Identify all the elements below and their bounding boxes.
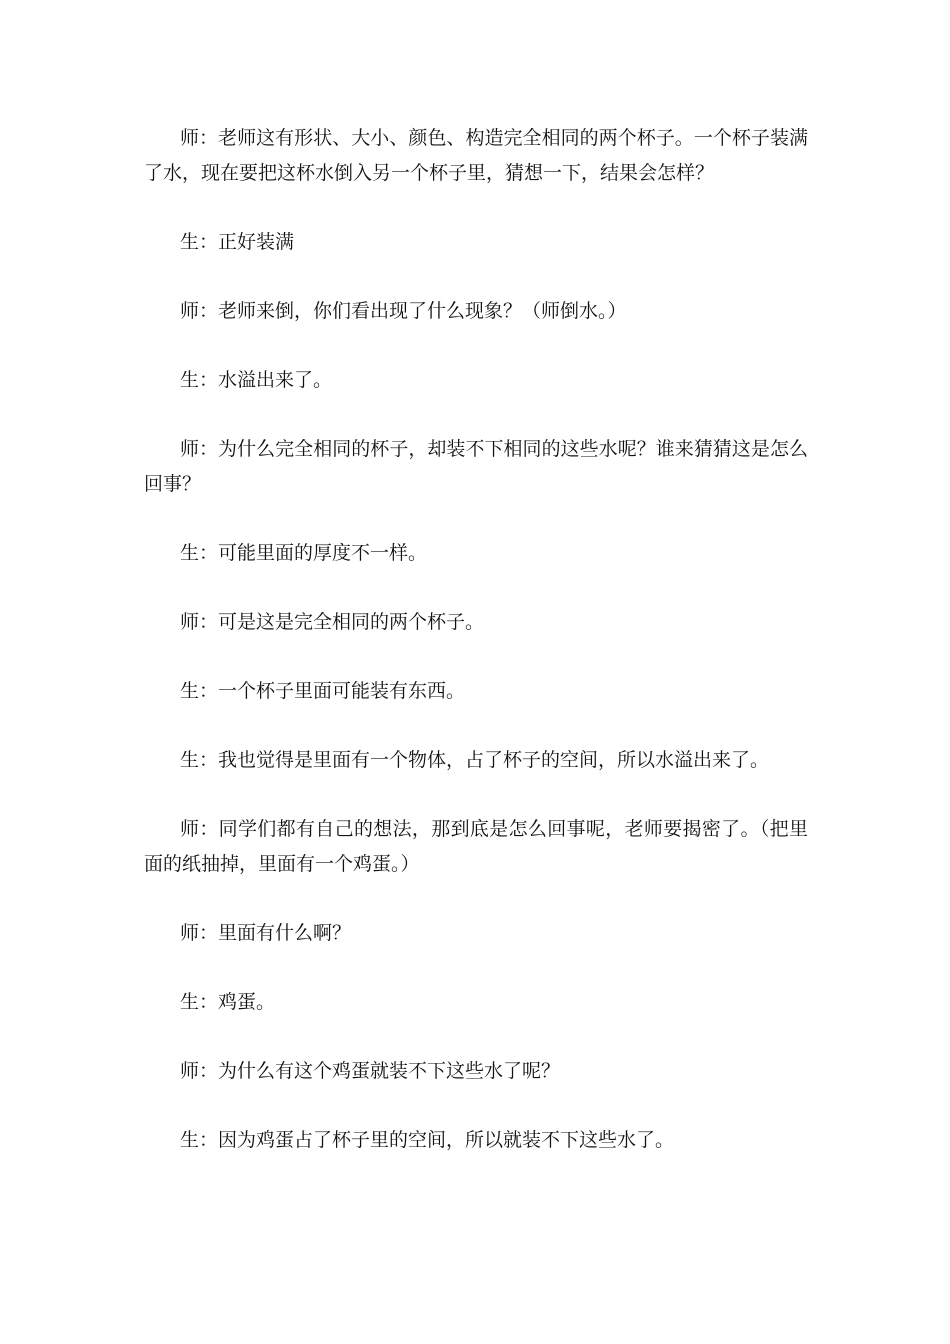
dialogue-body xyxy=(144,121,808,1192)
dialogue-line: 师：同学们都有自己的想法，那到底是怎么回事呢，老师要揭密了。（把里面的纸抽掉，里面有一个鸡蛋。） xyxy=(144,818,808,875)
dialogue-line: 生：因为鸡蛋占了杯子里的空间，所以就装不下这些水了。 xyxy=(180,1129,675,1151)
dialogue-line: 师：里面有什么啊？ xyxy=(180,922,352,944)
dialogue-line: 师：可是这是完全相同的两个杯子。 xyxy=(180,611,485,633)
dialogue-line: 师：老师来倒，你们看出现了什么现象？（师倒水。） xyxy=(180,300,627,322)
dialogue-line: 生：我也觉得是里面有一个物体，占了杯子的空间，所以水溢出来了。 xyxy=(180,749,770,771)
dialogue-line: 师：为什么有这个鸡蛋就装不下这些水了呢？ xyxy=(180,1060,561,1082)
dialogue-line: 师：老师这有形状、大小、颜色、构造完全相同的两个杯子。一个杯子装满了水，现在要把这杯水倒入另一个杯子里，猜想一下，结果会怎样？ xyxy=(144,127,808,184)
dialogue-line: 生：水溢出来了。 xyxy=(180,369,333,391)
dialogue-line: 生：一个杯子里面可能装有东西。 xyxy=(180,680,466,702)
dialogue-line: 生：鸡蛋。 xyxy=(180,991,276,1013)
dialogue-line: 师：为什么完全相同的杯子，却装不下相同的这些水呢？谁来猜猜这是怎么回事？ xyxy=(144,438,808,495)
dialogue-line: 生：可能里面的厚度不一样。 xyxy=(180,542,428,564)
dialogue-line: 生：正好装满 xyxy=(180,231,295,253)
